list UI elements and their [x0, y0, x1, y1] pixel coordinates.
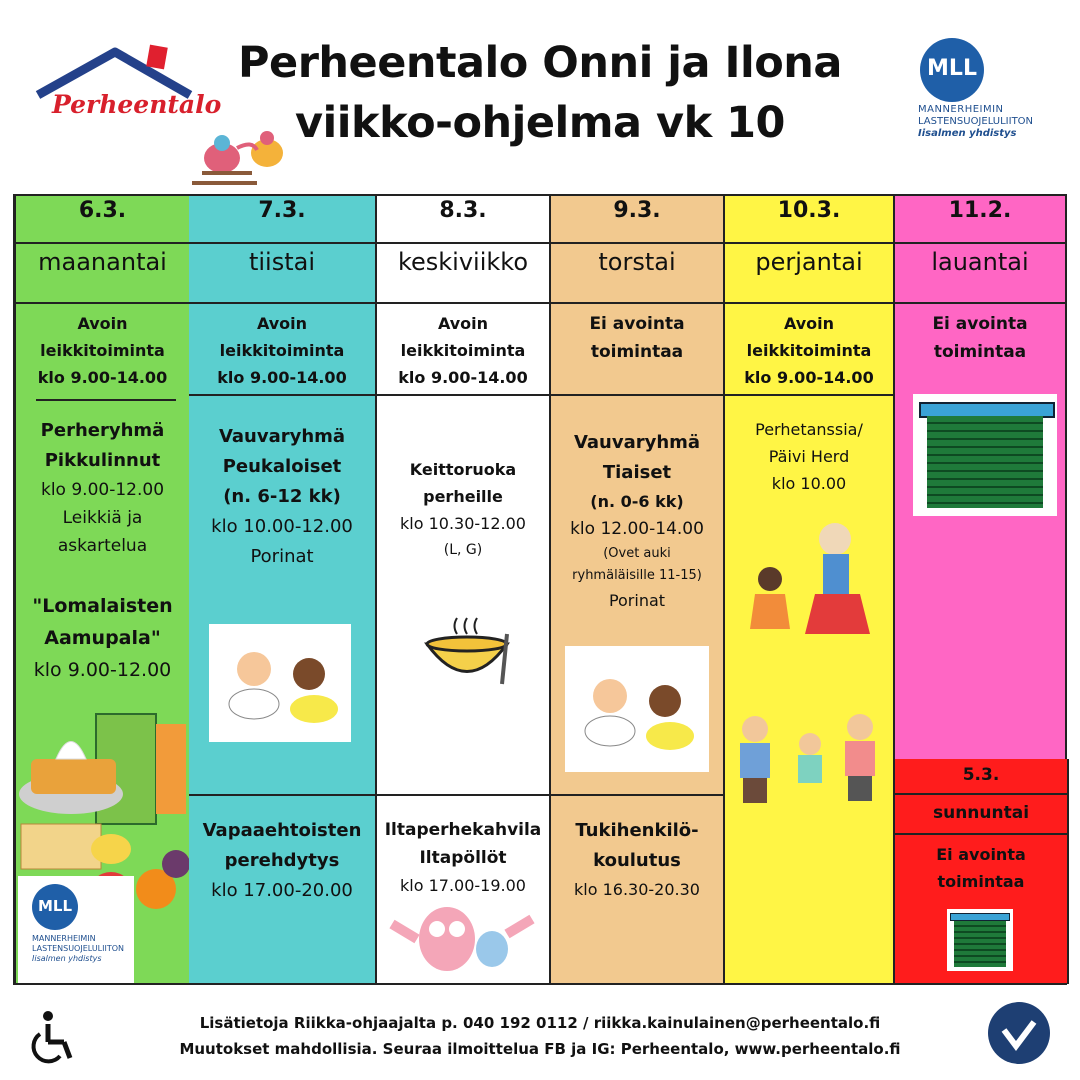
day-sunday: sunnuntai	[932, 803, 1030, 823]
perheryhma-event: Perheryhmä Pikkulinnut klo 9.00-12.00 Leikkiä ja askartelua	[40, 420, 165, 556]
footer-notice: Muutokset mahdollisia. Seuraa ilmoittelua FB ja IG: Perheentalo, www.perheentalo.fi	[179, 1040, 901, 1058]
column-tuesday: 7.3. tiistai Avoin leikkitoiminta klo 9.00-14.00 Vauvaryhmä Peukaloiset (n. 6-12 kk) klo 10.00-12.00 Porinat Vapaaehtoisten perehdytys klo 17.00-20.00	[189, 194, 377, 984]
perehdytys-event: Vapaaehtoisten perehdytys klo 17.00-20.00	[202, 820, 362, 901]
babies-crawling-image	[209, 624, 351, 742]
date-sunday: 5.3.	[962, 765, 1000, 785]
day-saturday: lauantai	[931, 248, 1029, 276]
peukaloiset-event: Vauvaryhmä Peukaloiset (n. 6-12 kk) klo 10.00-12.00 Porinat	[211, 426, 353, 567]
perheentalo-logo	[30, 40, 222, 135]
footer-contact: Lisätietoja Riikka-ohjaajalta p. 040 192 0112 / riikka.kainulainen@perheentalo.fi	[199, 1014, 881, 1032]
aamupala-event: "Lomalaisten Aamupala" klo 9.00-12.00	[32, 595, 173, 681]
column-saturday: 11.2. lauantai Ei avointa toimintaa	[895, 194, 1067, 759]
mll-logo-text: MLL	[927, 56, 977, 81]
day-wednesday: keskiviikko	[397, 248, 529, 276]
closed-shutter-icon	[947, 909, 1013, 971]
dancing-family-icon	[735, 514, 885, 654]
iltapollot-event: Iltaperhekahvila Iltapöllöt klo 17.00-19.00	[384, 820, 542, 895]
mll-logo: MLL MANNERHEIMIN LASTENSUOJELULIITON Iisalmen yhdistys	[918, 38, 1068, 148]
babies-crawling-image	[565, 646, 709, 772]
keittoruoka-event: Keittoruoka perheille klo 10.30-12.00 (L, G)	[400, 460, 526, 558]
day-tuesday: tiistai	[248, 248, 316, 276]
date-tuesday: 7.3.	[258, 198, 306, 223]
house-roof-icon	[30, 40, 200, 135]
column-thursday: 9.3. torstai Ei avointa toimintaa Vauvaryhmä Tiaiset (n. 0-6 kk) klo 12.00-14.00 (Ovet auki ryhmäläisille 11-15) Porinat Tukihenkilö- koulutus klo 16.30-20.30	[551, 194, 725, 984]
safe-space-badge-icon	[988, 1002, 1050, 1064]
tukihenkilo-event: Tukihenkilö- koulutus klo 16.30-20.30	[574, 820, 700, 899]
column-monday: 6.3. maanantai Avoin leikkitoiminta klo 9.00-14.00 Perheryhmä Pikkulinnut klo 9.00-12.00 Leikkiä ja askartelua "Lomalaisten Aamupala" klo 9.00-12.00 MLL MANNERHEIMIN LASTENSUOJELULIITON Iisalmen yhdistys	[14, 194, 191, 984]
column-wednesday: 8.3. keskiviikko Avoin leikkitoiminta klo 9.00-14.00 Keittoruoka perheille klo 10.30-12.00 (L, G) Iltaperhekahvila Iltapöllöt klo 17.00-19.00	[377, 194, 551, 984]
date-monday: 6.3.	[78, 198, 127, 223]
date-saturday: 11.2.	[948, 198, 1012, 223]
logo-text: Perheentalo	[52, 90, 222, 119]
day-friday: perjantai	[755, 248, 863, 276]
date-friday: 10.3.	[777, 198, 841, 223]
family-icon	[725, 709, 893, 819]
date-thursday: 9.3.	[613, 198, 661, 223]
tiaiset-event: Vauvaryhmä Tiaiset (n. 0-6 kk) klo 12.00-14.00 (Ovet auki ryhmäläisille 11-15) Porinat	[570, 432, 704, 610]
day-thursday: torstai	[598, 248, 676, 276]
column-friday: 10.3. perjantai Avoin leikkitoiminta klo 9.00-14.00 Perhetanssia/ Päivi Herd klo 10.00	[725, 194, 895, 984]
page-title: Perheentalo Onni ja Ilona	[238, 38, 842, 88]
perhetanssia-event: Perhetanssia/ Päivi Herd klo 10.00	[755, 420, 863, 493]
closed-shutter-icon	[913, 394, 1057, 516]
date-wednesday: 8.3.	[439, 198, 487, 223]
mll-logo-small: MLL MANNERHEIMIN LASTENSUOJELULIITON Iisalmen yhdistys	[18, 876, 134, 984]
sunday-section: 5.3. sunnuntai Ei avointa toimintaa	[895, 759, 1069, 984]
day-monday: maanantai	[38, 248, 167, 276]
wheelchair-accessible-icon	[28, 1010, 78, 1066]
page-subtitle: viikko-ohjelma vk 10	[295, 98, 785, 148]
soup-bowl-icon	[417, 614, 517, 694]
owls-icon	[387, 894, 537, 974]
